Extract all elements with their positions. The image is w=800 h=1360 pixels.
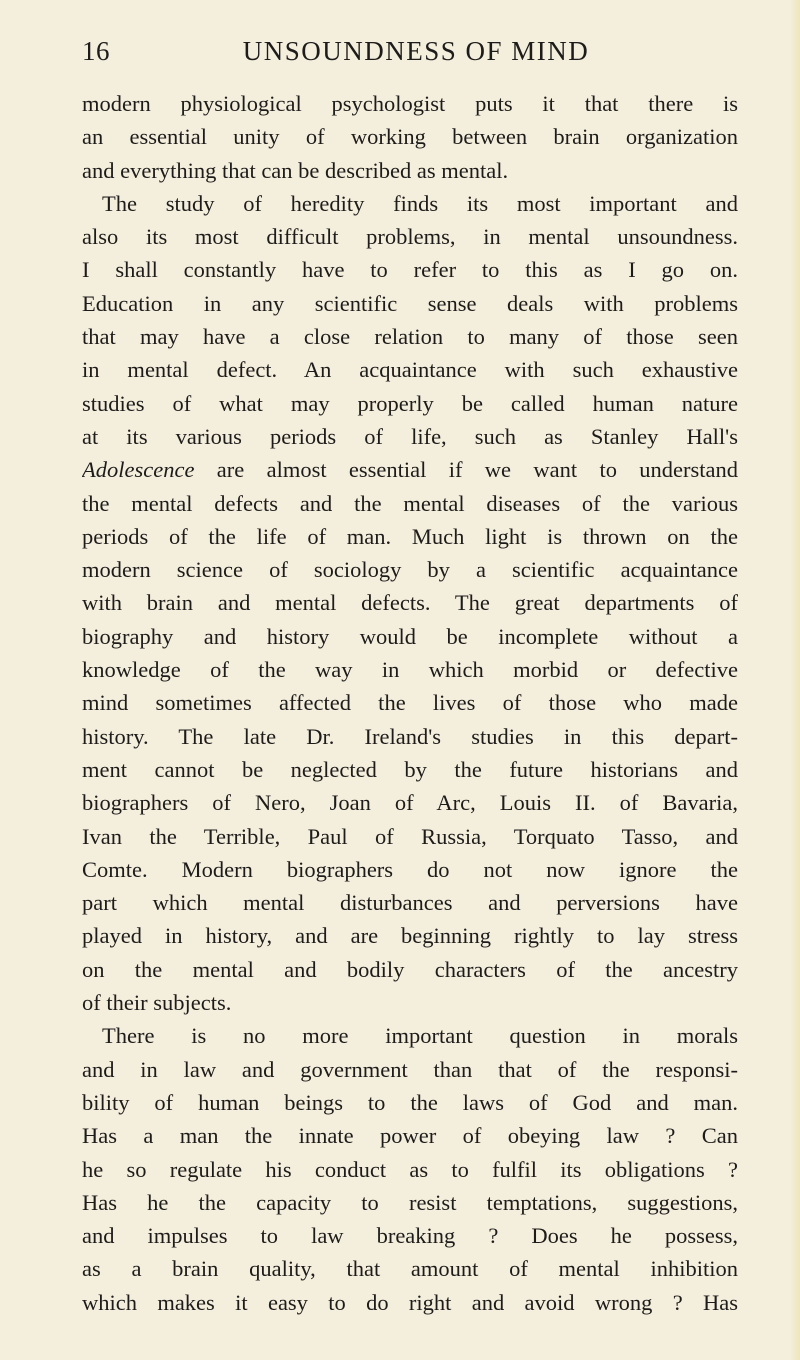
text-line: that may have a close relation to many of those seen xyxy=(82,324,738,350)
text-line: biography and history would be incomplete without a xyxy=(82,623,738,649)
text-line: with brain and mental defects. The great departments of xyxy=(82,590,738,616)
page-edge xyxy=(790,0,800,1360)
text-line: he so regulate his conduct as to fulfil its obligations ? xyxy=(82,1156,738,1182)
text-line: an essential unity of working between brain organization xyxy=(82,124,738,150)
text-line: Has a man the innate power of obeying law ? Can xyxy=(82,1123,738,1149)
text-line: Has he the capacity to resist temptations, suggestions, xyxy=(82,1189,738,1215)
text-line: and everything that can be described as mental. xyxy=(82,157,509,183)
text-line: which makes it easy to do right and avoid wrong ? Has xyxy=(82,1289,738,1315)
text-line: biographers of Nero, Joan of Arc, Louis II. of Bavaria, xyxy=(82,790,738,816)
text-line: of their subjects. xyxy=(82,990,232,1016)
page-header xyxy=(82,36,738,70)
text-line: part which mental disturbances and perversions have xyxy=(82,890,738,916)
text-line: and in law and government than that of the responsi- xyxy=(82,1056,738,1082)
paragraph-start-line: There is no more important question in morals xyxy=(102,1023,738,1049)
text-line: as a brain quality, that amount of mental inhibition xyxy=(82,1256,738,1282)
running-title: UNSOUNDNESS OF MIND xyxy=(242,36,590,66)
text-line: the mental defects and the mental diseases of the various xyxy=(82,490,738,516)
text-line: Comte. Modern biographers do not now ignore the xyxy=(82,856,738,882)
text-line: knowledge of the way in which morbid or defective xyxy=(82,657,738,683)
page-number: 16 xyxy=(82,36,110,66)
text-line: in mental defect. An acquaintance with such exhaustive xyxy=(82,357,738,383)
text-line: history. The late Dr. Ireland's studies in this depart- xyxy=(82,723,738,749)
text-line: I shall constantly have to refer to this as I go on. xyxy=(82,257,738,283)
text-line-with-title xyxy=(82,453,738,486)
body-text xyxy=(82,87,738,1319)
text-line: modern physiological psychologist puts it that there is xyxy=(82,91,738,116)
text-line: at its various periods of life, such as Stanley Hall's xyxy=(82,423,738,449)
text-line: mind sometimes affected the lives of those who made xyxy=(82,690,738,716)
text-line: Ivan the Terrible, Paul of Russia, Torquato Tasso, and xyxy=(82,823,738,849)
book-title-italic: Adolescence xyxy=(82,457,195,483)
text-line: studies of what may properly be called human nature xyxy=(82,390,738,416)
text-line: also its most difficult problems, in mental unsoundness. xyxy=(82,224,738,250)
text-line: ment cannot be neglected by the future historians and xyxy=(82,756,738,782)
text-line: on the mental and bodily characters of the ancestry xyxy=(82,956,738,982)
text-line: bility of human beings to the laws of God and man. xyxy=(82,1089,738,1115)
text-line: periods of the life of man. Much light is thrown on the xyxy=(82,523,738,549)
text-line: modern science of sociology by a scientific acquaintance xyxy=(82,557,738,583)
text-line-rest: are almost essential if we want to understand xyxy=(216,457,738,483)
text-line: played in history, and are beginning rightly to lay stress xyxy=(82,923,738,949)
text-line: and impulses to law breaking ? Does he possess, xyxy=(82,1223,738,1249)
text-line: Education in any scientific sense deals with problems xyxy=(82,290,738,316)
paragraph-start-line: The study of heredity finds its most important and xyxy=(102,190,738,216)
